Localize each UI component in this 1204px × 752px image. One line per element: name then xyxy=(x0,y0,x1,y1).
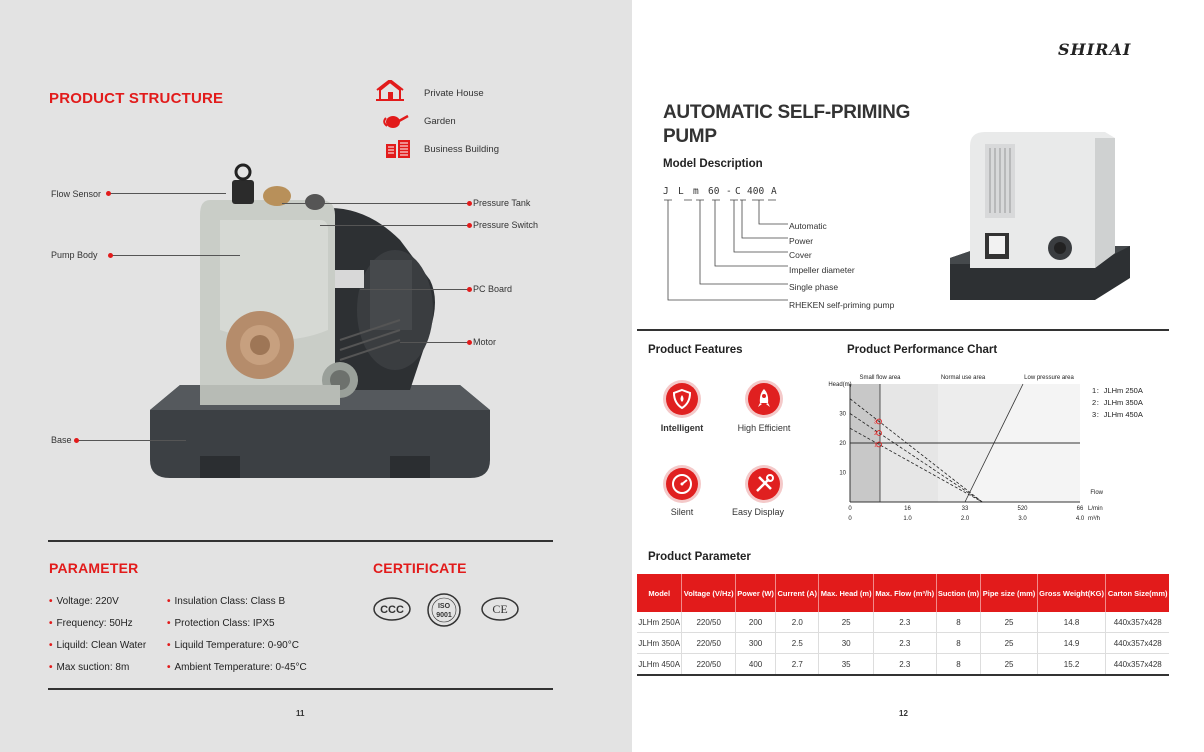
callout-line xyxy=(360,289,470,290)
feature-label-silent: Silent xyxy=(670,507,694,517)
house-icon xyxy=(374,80,410,107)
table-row: JLHm 450A 220/50 400 2.7 35 2.3 8 25 15.2 440x357x428 xyxy=(637,654,1169,676)
svg-text:CE: CE xyxy=(492,602,508,616)
legend-series-3: 3：JLHm 450A xyxy=(1092,410,1143,419)
feature-easy-display xyxy=(748,468,780,500)
callout-dot xyxy=(467,201,472,206)
chart-xlabel: Flow xyxy=(1090,490,1103,496)
x-tick-label-lmin: 16 xyxy=(904,506,911,512)
chart-ylabel: Head(m) xyxy=(828,382,852,388)
x-unit-lmin: L/min xyxy=(1088,506,1103,512)
model-code-brackets xyxy=(660,196,790,306)
zone-label-small: Small flow area xyxy=(859,375,901,381)
page-title-line2: PUMP xyxy=(663,126,717,147)
callout-pc-board: PC Board xyxy=(473,284,513,294)
table-header: Power (W) xyxy=(735,574,775,612)
page-title-line1: AUTOMATIC SELF-PRIMING xyxy=(663,102,911,123)
table-header: Model xyxy=(637,574,682,612)
feature-high-efficient xyxy=(748,383,780,415)
callout-dot xyxy=(74,438,79,443)
x-tick-label-m3h: 2.0 xyxy=(960,516,970,522)
feature-intelligent xyxy=(666,383,698,415)
callout-line xyxy=(108,193,226,194)
table-header: Max. Head (m) xyxy=(819,574,874,612)
table-header: Suction (m) xyxy=(936,574,981,612)
callout-dot xyxy=(108,253,113,258)
callout-line xyxy=(282,203,470,204)
x-tick-label-m3h: 1.0 xyxy=(903,516,912,522)
model-legend xyxy=(789,219,894,312)
series-marker-label: 2 xyxy=(874,430,877,437)
feature-silent xyxy=(666,468,698,500)
table-header: Voltage (V/Hz) xyxy=(682,574,736,612)
divider xyxy=(637,329,1169,331)
page-number-right: 12 xyxy=(899,709,908,718)
table-row: JLHm 250A 220/50 200 2.0 25 2.3 8 25 14.8 440x357x428 xyxy=(637,612,1169,633)
rocket-icon xyxy=(748,383,780,415)
callout-motor: Motor xyxy=(473,337,497,347)
parameter-table-title: Product Parameter xyxy=(648,551,751,563)
page-number: 11 xyxy=(296,709,305,718)
table-row: JLHm 350A 220/50 300 2.5 30 2.3 8 25 14.9 440x357x428 xyxy=(637,633,1169,654)
chart-title: Product Performance Chart xyxy=(847,344,998,356)
shield-drop-icon xyxy=(666,383,698,415)
table-header-row xyxy=(637,574,1169,612)
param-item: • Liquild Temperature: 0-90°C xyxy=(167,640,299,651)
x-tick-label-m3h: 0 xyxy=(848,516,852,522)
silent-gauge-icon xyxy=(666,468,698,500)
app-label-private-house: Private House xyxy=(424,88,484,99)
table-header: Carton Size(mm) xyxy=(1106,574,1169,612)
brand-logo: SHIRAI xyxy=(1058,40,1132,59)
y-tick-label: 30 xyxy=(839,411,846,418)
feature-label-easy-display: Easy Display xyxy=(731,507,785,517)
model-description-title: Model Description xyxy=(663,158,763,170)
callout-pump-body: Pump Body xyxy=(51,250,98,260)
pump-illustration xyxy=(140,160,500,500)
app-label-garden: Garden xyxy=(424,116,456,127)
x-tick-label-lmin: 33 xyxy=(961,506,969,512)
callout-pressure-switch: Pressure Switch xyxy=(473,220,539,230)
callout-pressure-tank: Pressure Tank xyxy=(473,198,531,208)
param-item: • Insulation Class: Class B xyxy=(167,596,286,607)
legend-item: Cover xyxy=(789,250,812,260)
feature-label-high-efficient: High Efficient xyxy=(737,423,791,433)
ce-logo-icon xyxy=(480,596,520,622)
zone-label-low: Low pressure area xyxy=(1024,375,1074,381)
zone-label-normal: Normal use area xyxy=(940,375,986,381)
x-tick-label-lmin: 66 xyxy=(1076,506,1084,512)
pump-product-image xyxy=(945,128,1135,308)
callout-base: Base xyxy=(51,435,72,445)
feature-label-intelligent: Intelligent xyxy=(660,423,704,433)
param-item: • Protection Class: IPX5 xyxy=(167,618,275,629)
certificate-title: CERTIFICATE xyxy=(373,560,467,576)
chart-legend xyxy=(1092,385,1143,421)
legend-item: Impeller diameter xyxy=(789,264,855,275)
legend-item: RHEKEN self-priming pump xyxy=(789,299,895,310)
x-unit-m3h: m³/h xyxy=(1088,516,1100,522)
watering-can-icon xyxy=(382,112,410,135)
x-tick-label-m3h: 3.0 xyxy=(1018,516,1027,522)
callout-line xyxy=(76,440,186,441)
param-item: • Frequency: 50Hz xyxy=(49,618,133,629)
callout-dot xyxy=(467,223,472,228)
iso-9001-logo-icon xyxy=(426,592,462,628)
callout-dot xyxy=(106,191,111,196)
app-label-business-building: Business Building xyxy=(424,144,499,155)
callout-line xyxy=(110,255,240,256)
y-tick-label: 20 xyxy=(839,441,846,447)
divider xyxy=(48,688,553,690)
tools-icon xyxy=(748,468,780,500)
x-tick-label-lmin: 0 xyxy=(848,506,852,512)
iso-text: ISO xyxy=(437,603,451,610)
callout-line xyxy=(400,342,470,343)
table-header: Gross Weight(KG) xyxy=(1037,574,1106,612)
features-title: Product Features xyxy=(648,344,743,356)
parameter-title: PARAMETER xyxy=(49,560,139,576)
iso-number: 9001 xyxy=(436,612,452,619)
legend-item: Single phase xyxy=(789,282,839,292)
x-tick-label-m3h: 4.0 xyxy=(1075,516,1085,522)
param-item: • Max suction: 8m xyxy=(49,662,130,673)
y-tick-label: 10 xyxy=(839,470,846,477)
svg-text:CCC: CCC xyxy=(380,604,404,616)
legend-item: Power xyxy=(789,235,814,246)
param-item: • Ambient Temperature: 0-45°C xyxy=(167,662,307,673)
callout-dot xyxy=(467,340,472,345)
divider xyxy=(48,540,553,542)
table-header: Max. Flow (m³/h) xyxy=(873,574,936,612)
series-marker-label: 3 xyxy=(874,419,877,426)
table-header: Pipe size (mm) xyxy=(981,574,1037,612)
x-tick-label-lmin: 520 xyxy=(1017,506,1028,512)
param-item: • Liquild: Clean Water xyxy=(49,640,147,651)
performance-chart xyxy=(818,368,1118,528)
ccc-logo-icon xyxy=(372,596,412,622)
callout-line xyxy=(320,225,470,226)
legend-series-2: 2：JLHm 350A xyxy=(1092,398,1143,407)
param-item: • Voltage: 220V xyxy=(49,596,119,607)
callout-dot xyxy=(467,287,472,292)
legend-series-1: 1：JLHm 250A xyxy=(1092,386,1143,395)
parameter-table xyxy=(637,574,1169,676)
product-structure-title: PRODUCT STRUCTURE xyxy=(49,90,224,107)
table-header: Current (A) xyxy=(776,574,819,612)
legend-item: Automatic xyxy=(789,221,827,231)
series-marker-label: 1 xyxy=(874,442,877,449)
callout-flow-sensor: Flow Sensor xyxy=(51,189,102,199)
